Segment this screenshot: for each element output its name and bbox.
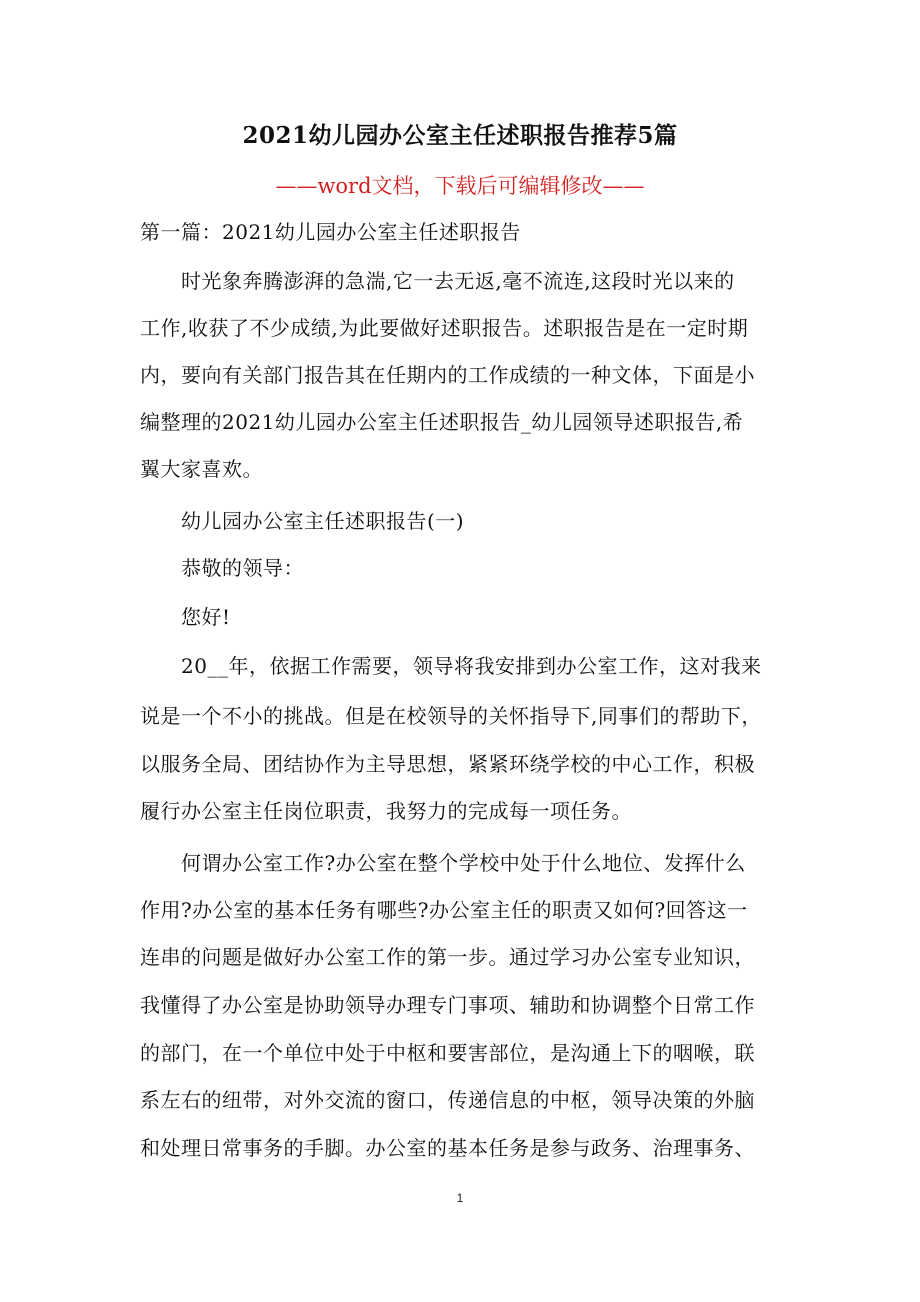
document-title: 2021幼儿园办公室主任述职报告推荐5篇 bbox=[242, 122, 678, 149]
body-line: 以服务全局、团结协作为主导思想，紧紧环绕学校的中心工作，积极 bbox=[140, 752, 755, 776]
body-line: 作用?办公室的基本任务有哪些?办公室主任的职责又如何?回答这一 bbox=[140, 898, 748, 922]
body-line: 的部门，在一个单位中处于中枢和要害部位，是沟通上下的咽喉，联 bbox=[140, 1041, 755, 1065]
greeting: 您好! bbox=[140, 605, 231, 629]
sub-heading: 幼儿园办公室主任述职报告(一) bbox=[140, 509, 465, 533]
document-subtitle: ——word文档，下载后可编辑修改—— bbox=[275, 174, 645, 198]
body-line: 翼大家喜欢。 bbox=[140, 457, 263, 481]
section-heading: 第一篇：2021幼儿园办公室主任述职报告 bbox=[140, 220, 521, 244]
body-line: 履行办公室主任岗位职责，我努力的完成每一项任务。 bbox=[140, 799, 632, 823]
salutation: 恭敬的领导： bbox=[140, 556, 304, 580]
body-line: 工作,收获了不少成绩,为此要做好述职报告。述职报告是在一定时期 bbox=[140, 316, 749, 340]
body-line: 内，要向有关部门报告其在任期内的工作成绩的一种文体，下面是小 bbox=[140, 363, 755, 387]
body-line: 连串的问题是做好办公室工作的第一步。通过学习办公室专业知识， bbox=[140, 945, 755, 969]
page-number: 1 bbox=[456, 1191, 464, 1205]
body-line: 和处理日常事务的手脚。办公室的基本任务是参与政务、治理事务、 bbox=[140, 1136, 755, 1160]
body-line: 何谓办公室工作?办公室在整个学校中处于什么地位、发挥什么 bbox=[140, 851, 746, 875]
body-line: 我懂得了办公室是协助领导办理专门事项、辅助和协调整个日常工作 bbox=[140, 993, 755, 1017]
body-line: 20__年，依据工作需要，领导将我安排到办公室工作，这对我来 bbox=[140, 654, 762, 678]
body-line: 系左右的纽带，对外交流的窗口，传递信息的中枢，领导决策的外脑 bbox=[140, 1088, 755, 1112]
body-line: 说是一个不小的挑战。但是在校领导的关怀指导下,同事们的帮助下， bbox=[140, 704, 762, 728]
body-line: 编整理的2021幼儿园办公室主任述职报告_幼儿园领导述职报告,希 bbox=[140, 410, 744, 434]
body-line: 时光象奔腾澎湃的急湍,它一去无返,毫不流连,这段时光以来的 bbox=[140, 269, 735, 293]
